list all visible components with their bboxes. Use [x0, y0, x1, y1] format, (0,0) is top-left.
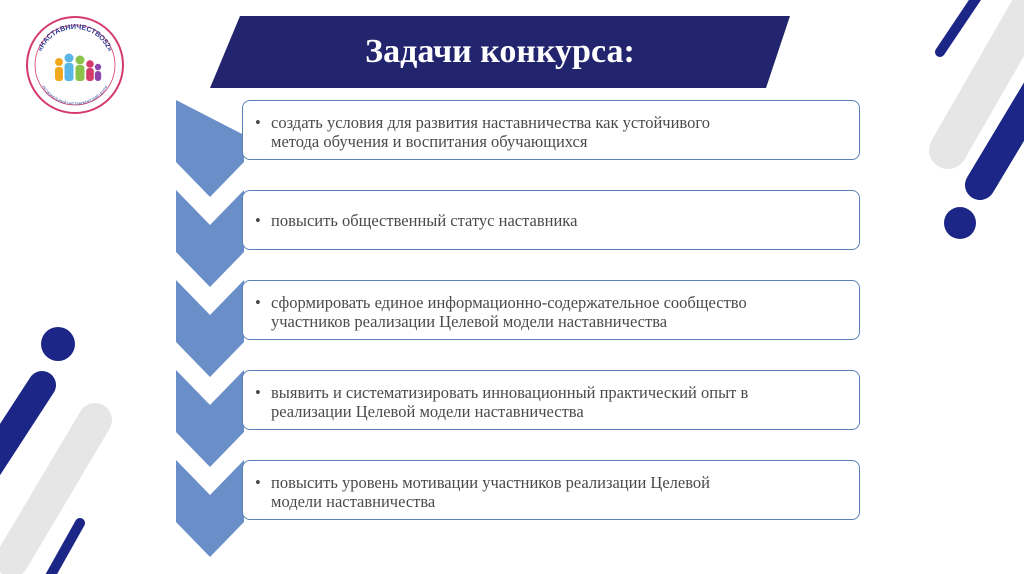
task-text-line1: выявить и систематизировать инновационный практический опыт в: [271, 383, 749, 402]
task-card: [242, 100, 860, 160]
task-text-line2: метода обучения и воспитания обучающихся: [271, 132, 588, 151]
chevron-down-icon: [176, 280, 244, 380]
bullet: •: [255, 383, 261, 402]
logo-ring-text: «НАСТАВНИЧЕСТВО52»: [35, 21, 115, 53]
chevron-down-icon: [176, 190, 244, 290]
task-card: [242, 190, 860, 250]
task-item: [176, 190, 862, 252]
task-text-line1: создать условия для развития наставничества как устойчивого: [271, 113, 710, 132]
bullet: •: [255, 473, 261, 492]
stripe-grey-left: [12, 420, 95, 560]
dot-navy-left: [41, 327, 75, 361]
stripe-navy-left-thick: [0, 385, 42, 468]
task-text-line2: реализации Целевой модели наставничества: [271, 402, 584, 421]
bullet: •: [255, 113, 261, 132]
task-text-line2: модели наставничества: [271, 492, 436, 511]
task-card: [242, 370, 860, 430]
logo-caption: РЕГИОНАЛЬНЫЙ НАСТАВНИЧЕСКИЙ ЦЕНТР: [41, 84, 109, 107]
chevron-down-icon: [176, 370, 244, 470]
task-item: [176, 460, 862, 522]
page-title: Задачи конкурса:: [365, 33, 635, 70]
task-item: [176, 100, 862, 162]
chevron-down-icon: [176, 100, 244, 200]
stripe-navy-right-thin: [940, 0, 985, 52]
task-text-line1: сформировать единое информационно-содержательное сообщество: [271, 293, 747, 312]
chevron-down-icon: [176, 460, 244, 560]
task-item: [176, 280, 862, 342]
bullet: •: [255, 210, 261, 230]
task-card: [242, 460, 860, 520]
bullet: •: [255, 293, 261, 312]
task-card: [242, 280, 860, 340]
task-text-line2: участников реализации Целевой модели наставничества: [271, 312, 668, 331]
task-text-line1: повысить общественный статус наставника: [271, 210, 578, 230]
task-text-line1: повысить уровень мотивации участников реализации Целевой: [271, 473, 710, 492]
nastavnichestvo-logo: [24, 14, 126, 116]
dot-navy-right: [944, 207, 976, 239]
stripe-navy-left-thin: [48, 523, 80, 574]
task-item: [176, 370, 862, 432]
